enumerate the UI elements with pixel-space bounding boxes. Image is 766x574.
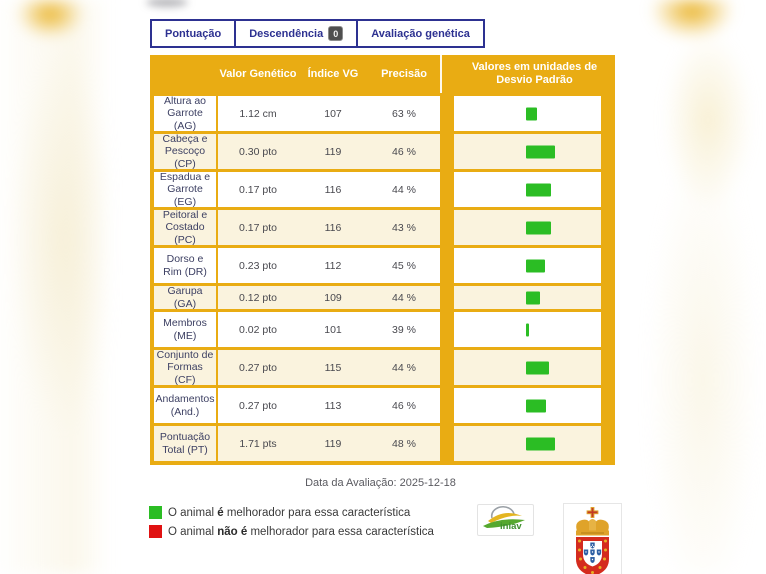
deviation-bar-cell bbox=[454, 312, 601, 347]
legend-item-melhorador bbox=[149, 503, 434, 522]
table-row bbox=[218, 350, 440, 385]
valor-genetico-value: 0.30 pto bbox=[239, 145, 277, 158]
precisao-value: 63 % bbox=[392, 107, 416, 120]
vg-deviation-bar bbox=[526, 183, 551, 196]
header-values-group bbox=[218, 55, 440, 93]
deviation-bar-cell bbox=[454, 350, 601, 385]
trait-label: Altura ao Garrote (AG) bbox=[154, 96, 218, 131]
precisao-value: 43 % bbox=[392, 221, 416, 234]
crest-logo bbox=[563, 503, 622, 574]
tab-pontuacao-label: Pontuação bbox=[165, 27, 222, 40]
deviation-bar-cell bbox=[454, 210, 601, 245]
tab-avaliacao-genetica-label: Avaliação genética bbox=[371, 27, 470, 40]
table-row bbox=[218, 248, 440, 283]
column-header-valor-genetico: Valor Genético bbox=[219, 67, 297, 80]
precisao-value: 44 % bbox=[392, 291, 416, 304]
deviation-bar-cell bbox=[454, 172, 601, 207]
precisao-value: 45 % bbox=[392, 259, 416, 272]
deviation-bar-cell bbox=[454, 96, 601, 131]
legend-text-bold: é bbox=[217, 506, 224, 519]
valor-genetico-value: 0.27 pto bbox=[239, 361, 277, 374]
valor-genetico-value: 1.12 cm bbox=[239, 107, 277, 120]
indice-vg-value: 112 bbox=[324, 259, 342, 272]
vg-deviation-bar bbox=[526, 259, 545, 272]
iniav-logo-graphic bbox=[478, 505, 533, 535]
vg-deviation-bar bbox=[526, 437, 555, 450]
valor-genetico-value: 0.17 pto bbox=[239, 183, 277, 196]
valor-genetico-value: 0.23 pto bbox=[239, 259, 277, 272]
green-square-icon bbox=[149, 506, 162, 519]
tab-bar bbox=[150, 19, 485, 48]
descendencia-count-badge: 0 bbox=[328, 26, 343, 41]
iniav-logo-text: iniav bbox=[500, 521, 522, 532]
table-row bbox=[218, 388, 440, 423]
valor-genetico-value: 0.17 pto bbox=[239, 221, 277, 234]
header-divider bbox=[440, 55, 454, 93]
trait-label: Espadua e Garrote (EG) bbox=[154, 172, 218, 207]
deviation-bar-cell bbox=[454, 248, 601, 283]
column-header-indice-vg: Índice VG bbox=[307, 67, 359, 80]
indice-vg-value: 109 bbox=[324, 291, 342, 304]
trait-label: Andamentos (And.) bbox=[154, 388, 218, 423]
genetic-evaluation-table bbox=[150, 55, 615, 465]
precisao-value: 39 % bbox=[392, 323, 416, 336]
legend-text-post: melhorador para essa característica bbox=[223, 506, 411, 519]
deviation-bar-cell bbox=[454, 388, 601, 423]
trait-label: Garupa (GA) bbox=[154, 286, 218, 309]
red-square-icon bbox=[149, 525, 162, 538]
trait-label: Cabeça e Pescoço (CP) bbox=[154, 134, 218, 169]
precisao-value: 44 % bbox=[392, 361, 416, 374]
indice-vg-value: 113 bbox=[324, 399, 342, 412]
precisao-value: 44 % bbox=[392, 183, 416, 196]
deviation-bar-cell bbox=[454, 286, 601, 309]
vg-deviation-bar bbox=[526, 107, 537, 120]
indice-vg-value: 107 bbox=[324, 107, 342, 120]
vg-deviation-bar bbox=[526, 361, 549, 374]
legend-item-nao-melhorador bbox=[149, 522, 434, 541]
table-row bbox=[218, 286, 440, 309]
valor-genetico-value: 0.02 pto bbox=[239, 323, 277, 336]
tab-pontuacao[interactable] bbox=[150, 19, 236, 48]
blurred-left-edge bbox=[0, 0, 110, 574]
vg-deviation-bar bbox=[526, 145, 555, 158]
indice-vg-value: 119 bbox=[324, 145, 342, 158]
tab-descendencia-label: Descendência bbox=[249, 27, 324, 40]
indice-vg-value: 116 bbox=[324, 183, 342, 196]
legend-text-pre: O animal bbox=[168, 506, 218, 519]
crest-graphic bbox=[564, 504, 621, 574]
valor-genetico-value: 1.71 pts bbox=[239, 437, 277, 450]
vg-deviation-bar bbox=[526, 323, 529, 336]
precisao-value: 46 % bbox=[392, 145, 416, 158]
indice-vg-value: 116 bbox=[324, 221, 342, 234]
indice-vg-value: 115 bbox=[324, 361, 342, 374]
indice-vg-value: 101 bbox=[324, 323, 342, 336]
header-empty-cell bbox=[154, 55, 218, 93]
precisao-value: 48 % bbox=[392, 437, 416, 450]
table-row bbox=[218, 426, 440, 461]
table-row bbox=[218, 172, 440, 207]
trait-label: Peitoral e Costado (PC) bbox=[154, 210, 218, 245]
legend-text-bold: não é bbox=[217, 525, 248, 538]
deviation-bar-cell bbox=[454, 134, 601, 169]
trait-label: Membros (ME) bbox=[154, 312, 218, 347]
deviation-bar-cell bbox=[454, 426, 601, 461]
blur-artifact bbox=[146, 0, 188, 7]
vg-deviation-bar bbox=[526, 291, 540, 304]
column-header-desvio-padrao: Valores em unidades de Desvio Padrão bbox=[454, 55, 615, 93]
table-row bbox=[218, 210, 440, 245]
table-row bbox=[218, 312, 440, 347]
iniav-logo bbox=[477, 504, 534, 536]
trait-label: Dorso e Rim (DR) bbox=[154, 248, 218, 283]
legend bbox=[149, 503, 434, 541]
vg-deviation-bar bbox=[526, 221, 551, 234]
tab-avaliacao-genetica[interactable] bbox=[356, 19, 485, 48]
evaluation-date: Data da Avaliação: 2025-12-18 bbox=[305, 477, 456, 489]
table-row bbox=[218, 96, 440, 131]
blurred-right-edge bbox=[648, 0, 766, 574]
precisao-value: 46 % bbox=[392, 399, 416, 412]
valor-genetico-value: 0.12 pto bbox=[239, 291, 277, 304]
valor-genetico-value: 0.27 pto bbox=[239, 399, 277, 412]
legend-text-post: melhorador para essa característica bbox=[247, 525, 434, 538]
indice-vg-value: 119 bbox=[324, 437, 342, 450]
legend-text-pre: O animal bbox=[168, 525, 218, 538]
trait-label: Conjunto de Formas (CF) bbox=[154, 350, 218, 385]
trait-label: Pontuação Total (PT) bbox=[154, 426, 218, 461]
column-header-precisao: Precisão bbox=[381, 67, 427, 80]
table-row bbox=[218, 134, 440, 169]
vg-deviation-bar bbox=[526, 399, 546, 412]
tab-descendencia[interactable] bbox=[234, 19, 358, 48]
